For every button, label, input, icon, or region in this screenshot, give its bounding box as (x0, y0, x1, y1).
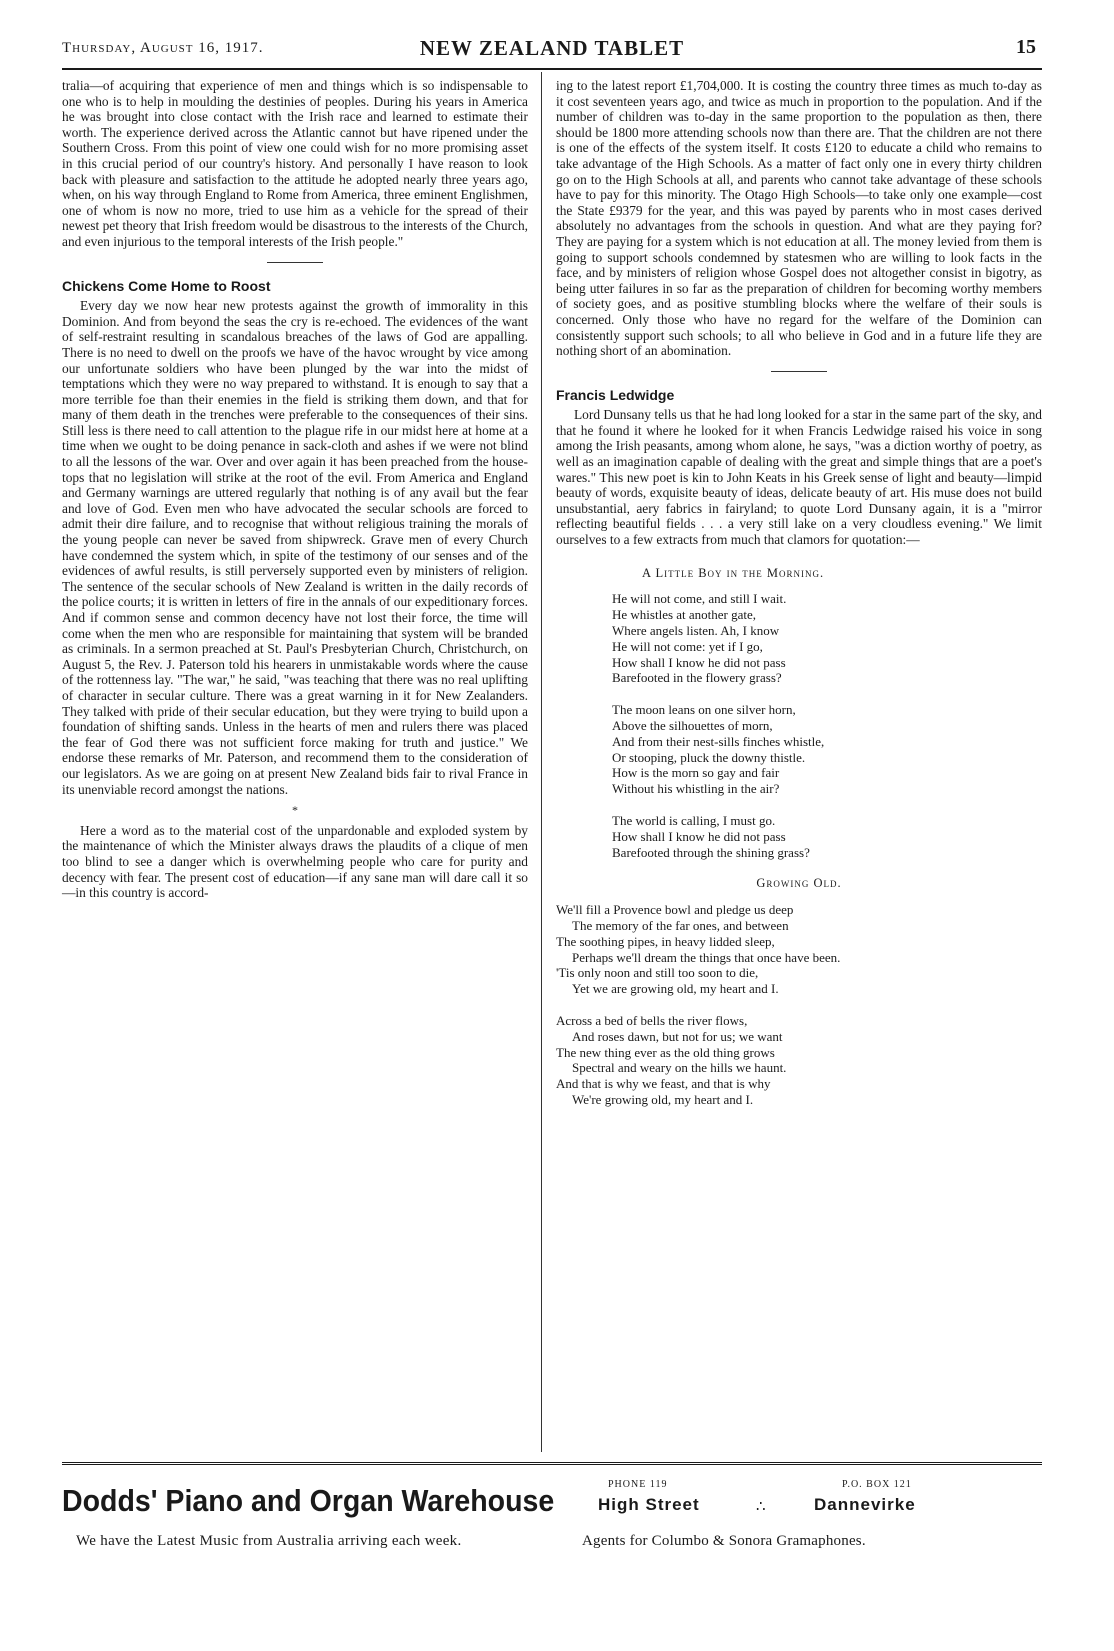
paragraph: Lord Dunsany tells us that he had long looked for a star in the same part of the sky, and that he found it where he looked for it when Francis Ledwidge raised his voice in song among the Irish peasants, among whom alone, he says, "was a diction worthy of poetry, as well as an imagination capable of dealing with the great and simple things that are a poet's wares." This new poet is kin to John Keats in his Greek sense of light and beauty—limpid beauty of words, exquisite beauty of ideas, delicate beauty of art. His muse does not build unsubstantial, aery fabrics in fairyland; to quote Lord Dunsany again, it is a "mirror reflecting beautiful fields . . . a very still lake on a very cloudless evening." We limit ourselves to a few extracts from much that clamors for quotation:— (556, 407, 1042, 548)
poem-line: And roses dawn, but not for us; we want (572, 1028, 783, 1044)
issue-date: Thursday, August 16, 1917. (62, 40, 264, 56)
poem-line: We'll fill a Provence bowl and pledge us deep (556, 902, 794, 918)
ad-town: Dannevirke (814, 1495, 916, 1514)
poem-line: 'Tis only noon and still too soon to die, (556, 965, 759, 981)
article-heading: Francis Ledwidge (556, 386, 675, 403)
poem-line: How is the morn so gay and fair (612, 765, 780, 781)
poem-line: Across a bed of bells the river flows, (556, 1012, 748, 1028)
poem-line: And from their nest-sills finches whistle, (612, 733, 825, 749)
poem-line: The new thing ever as the old thing grows (556, 1044, 775, 1060)
article-heading: Chickens Come Home to Roost (62, 277, 271, 294)
ad-agents: Agents for Columbo & Sonora Gramaphones. (582, 1533, 866, 1549)
poem-line: The soothing pipes, in heavy lidded sleep, (556, 933, 775, 949)
poem-stanza (556, 1013, 1042, 1108)
poem-line: He whistles at another gate, (612, 607, 757, 623)
right-column (556, 78, 1042, 1124)
poem-line: Yet we are growing old, my heart and I. (572, 981, 779, 997)
poem-line: Or stooping, pluck the downy thistle. (612, 749, 806, 765)
advertisement (62, 1462, 1042, 1577)
poem-line: How shall I know he did not pass (612, 654, 786, 670)
poem-stanza (612, 702, 1042, 797)
poem-line: Barefooted in the flowery grass? (612, 670, 782, 686)
paragraph: Here a word as to the material cost of the unpardonable and exploded system by the maintenance of which the Minister always draws the plaudits of a clique of men too blind to see a danger which is overwhelming people who care for purity and decency with fear. The present cost of education—if any sane man will dare call it so—in this country is accord- (62, 822, 528, 901)
page-header (62, 34, 1042, 70)
poem-line: We're growing old, my heart and I. (572, 1091, 754, 1107)
poem-stanza (612, 591, 1042, 686)
ad-tagline: We have the Latest Music from Australia arriving each week. (76, 1533, 462, 1549)
poem-line: Perhaps we'll dream the things that once have been. (572, 949, 841, 965)
section-rule (771, 371, 827, 372)
poem-line: He will not come, and still I wait. (612, 591, 787, 607)
ad-po-box: P.O. BOX 121 (842, 1479, 912, 1490)
section-rule (267, 262, 323, 263)
poem-title: A Little Boy in the Morning. (642, 565, 825, 580)
page-number: 15 (1016, 36, 1036, 58)
left-column (62, 78, 528, 907)
paragraph: ing to the latest report £1,704,000. It is costing the country three times as much to-day as it cost seventeen years ago, and twice as much in proportion to the population. And if the number of children was to-day in the same proportion to the population as then, there should be 1800 more attending schools now than there are. That the children are not there is one of the effects of the system itself. It costs £120 to educate a child who remains to take advantage of the High Schools. As a matter of fact only one in every thirty children go on to the High Schools at all, and parents who cannot take advantage of these schools have to pay for this minority. The Otago High Schools—to take only one example—cost the State £9379 for the year, and this was payed by parents who in most cases derived absolutely no advantages from the schools in question. And what are they paying for? They are paying for a system which is not education at all. The money levied from them is going to support schools condemned by statesmen who are willing to look facts in the face, and by ministers of religion whose Gospel does not altogether consist in bigotry, as being utter failures in so far as the preparation of children for becoming worthy members of society goes, and as positive stumbling blocks where the welfare of their souls is concerned. Only those who have no regard for the welfare of the Dominion can consistently support such schools; to all who believe in God and in a future life they are nothing short of an abomination. (556, 78, 1042, 359)
poem-line: The memory of the far ones, and between (572, 917, 789, 933)
poem-line: How shall I know he did not pass (612, 828, 786, 844)
ad-street: High Street (598, 1495, 700, 1514)
masthead: NEW ZEALAND TABLET (419, 36, 685, 60)
poem-little-boy (612, 566, 1042, 861)
ad-separator: ∴ (756, 1499, 766, 1515)
poem-line: Barefooted through the shining grass? (612, 844, 810, 860)
paragraph: Every day we now hear new protests against the growth of immorality in this Dominion. And from beyond the seas the cry is re-echoed. The evidences of the want of self-restraint resulting in scandalous breaches of the laws of God are appalling. There is no need to dwell on the proofs we have of the havoc wrought by vice among our unfortunate soldiers who have been plunged by the war into the midst of temptations which they were no way prepared to withstand. It is enough to say that a more terrible foe than their enemies in the field is striking them down, and that for many of them death in the trenches were preferable to the consequences of their sins. Still less is there need to call attention to the plague rife in our midst here at home at a time when we ought to be doing penance in sack-cloth and ashes if we were not blind to all the lessons of the war. Over and over again it has been preached from the house-tops that no legislation will strike at the root of the evil. From America and England and Germany warnings are uttered regularly that nothing is of any avail but the fear and love of God. Even men who have advocated the secular schools are forced to admit their dire failure, and to recognise that without religious training the morals of the young people can never be saved from shipwreck. Grave men of every Church have condemned the system which, in spite of the testimony of our senses and of the evidences of awful results, is still perversely supported even by ministers of religion. The sentence of the secular schools of New Zealand is written in the daily records of the police courts; it is written in letters of fire in the annals of our expeditionary forces. And if common sense and common decency have not lost their force, the time will come when the men who are responsible for maintaining that system will be branded as criminals. In a sermon preached at St. Paul's Presbyterian Church, Christchurch, on August 5, the Rev. J. Paterson told his hearers in unmistakable words where the cause of the rottenness lay. "The war," he said, "was teaching that there was no real uplifting of character in secular culture. There was a great warning in it for New Zealanders. They talked with pride of their secular education, but they were trying to build upon a foundation of shifting sands. Unless in the hearts of men and rulers there was placed the fear of God there was not sufficient force making for truth and justice." We endorse these remarks of Mr. Paterson, and recommend them to the consideration of our legislators. As we are going on at present New Zealand bids fair to rival France in its unenviable record amongst the nations. (62, 298, 528, 797)
column-divider (541, 72, 542, 1452)
poem-growing-old (556, 876, 1042, 1107)
ad-phone: PHONE 119 (608, 1479, 668, 1490)
poem-line: And that is why we feast, and that is why (556, 1076, 771, 1092)
poem-line: He will not come: yet if I go, (612, 638, 763, 654)
poem-line: Above the silhouettes of morn, (612, 718, 773, 733)
poem-line: The world is calling, I must go. (612, 812, 776, 828)
ad-firm-name: Dodds' Piano and Organ Warehouse (62, 1483, 555, 1518)
section-star: * (292, 803, 298, 818)
paragraph: tralia—of acquiring that experience of men and things which is so indispensable to one who is to help in moulding the destinies of peoples. During his years in America he was brought into close contact with the Irish race and learned to estimate their worth. The experience derived across the Atlantic cannot but have ripened under the Southern Cross. From this point of view one could wish for no more promising asset in this crucial period of our country's history. And personally I have reason to look back with pleasure and satisfaction to the attitude he adopted nearly three years ago, when, on his way through England to Rome from America, three eminent Englishmen, one of whom is now no more, tried to use him as a vehicle for the spread of their newest pet theory that Irish freedom would be disastrous to the interests of the Church, and even injurious to the temporal interests of the Irish people." (62, 78, 528, 249)
poem-line: Without his whistling in the air? (612, 781, 780, 797)
poem-line: Spectral and weary on the hills we haunt. (572, 1060, 787, 1076)
poem-stanza (556, 902, 1042, 997)
poem-line: Where angels listen. Ah, I know (612, 623, 780, 639)
poem-line: The moon leans on one silver horn, (612, 702, 796, 718)
poem-title: Growing Old. (756, 876, 842, 891)
poem-stanza (612, 813, 1042, 860)
